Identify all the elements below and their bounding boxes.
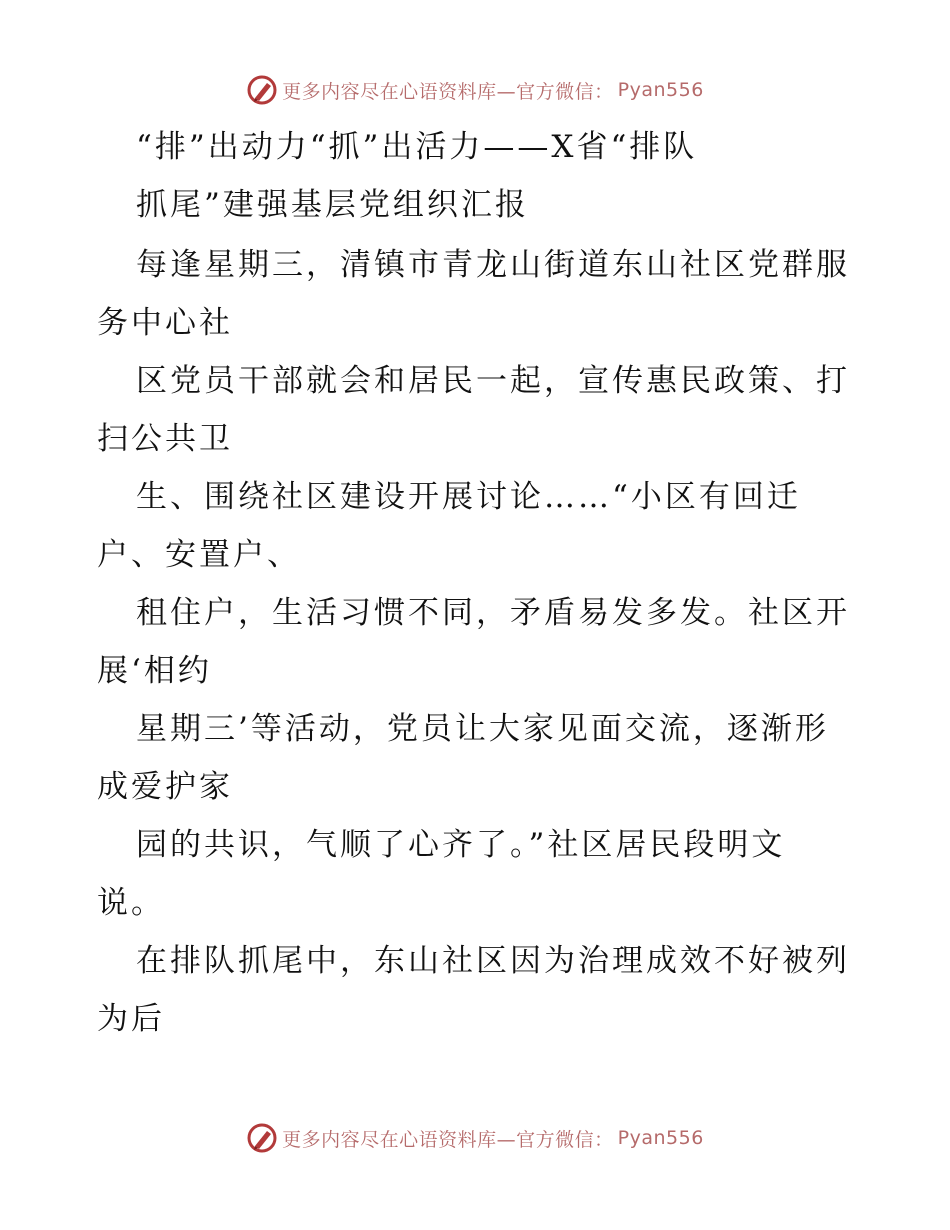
body-line: 户、安置户、 — [97, 537, 301, 573]
title-line-1: “排”出动力“抓”出活力——X省“排队 — [136, 129, 698, 165]
body-line: 在排队抓尾中，东山社区因为治理成效不好被列 — [136, 943, 850, 979]
header-watermark — [0, 70, 950, 110]
body-line: 园的共识，气顺了心齐了。”社区居民段明文 — [136, 827, 786, 863]
body-line: 每逢星期三，清镇市青龙山街道东山社区党群服 — [136, 247, 850, 283]
title-line-2: 抓尾”建强基层党组织汇报 — [136, 187, 529, 223]
body-line: 区党员干部就会和居民一起，宣传惠民政策、打 — [136, 363, 850, 399]
body-line: 租住户，生活习惯不同，矛盾易发多发。社区开 — [136, 595, 850, 631]
body-line: 说。 — [97, 885, 165, 921]
pen-logo-icon — [246, 74, 278, 106]
pen-logo-icon — [246, 1122, 278, 1154]
body-line: 为后 — [97, 1001, 165, 1037]
body-line: 生、围绕社区建设开展讨论……“小区有回迁 — [136, 479, 801, 515]
watermark-account: Pyan556 — [617, 1127, 704, 1149]
watermark-account: Pyan556 — [617, 79, 704, 101]
body-line: 星期三’等活动，党员让大家见面交流，逐渐形 — [136, 711, 829, 747]
body-line: 扫公共卫 — [97, 421, 233, 457]
body-line: 展‘相约 — [97, 653, 212, 689]
watermark-text: 更多内容尽在心语资料库—官方微信： — [282, 80, 614, 103]
body-line: 务中心社 — [97, 305, 233, 341]
watermark-text: 更多内容尽在心语资料库—官方微信： — [282, 1128, 614, 1151]
footer-watermark — [0, 1118, 950, 1158]
body-line: 成爱护家 — [97, 769, 233, 805]
